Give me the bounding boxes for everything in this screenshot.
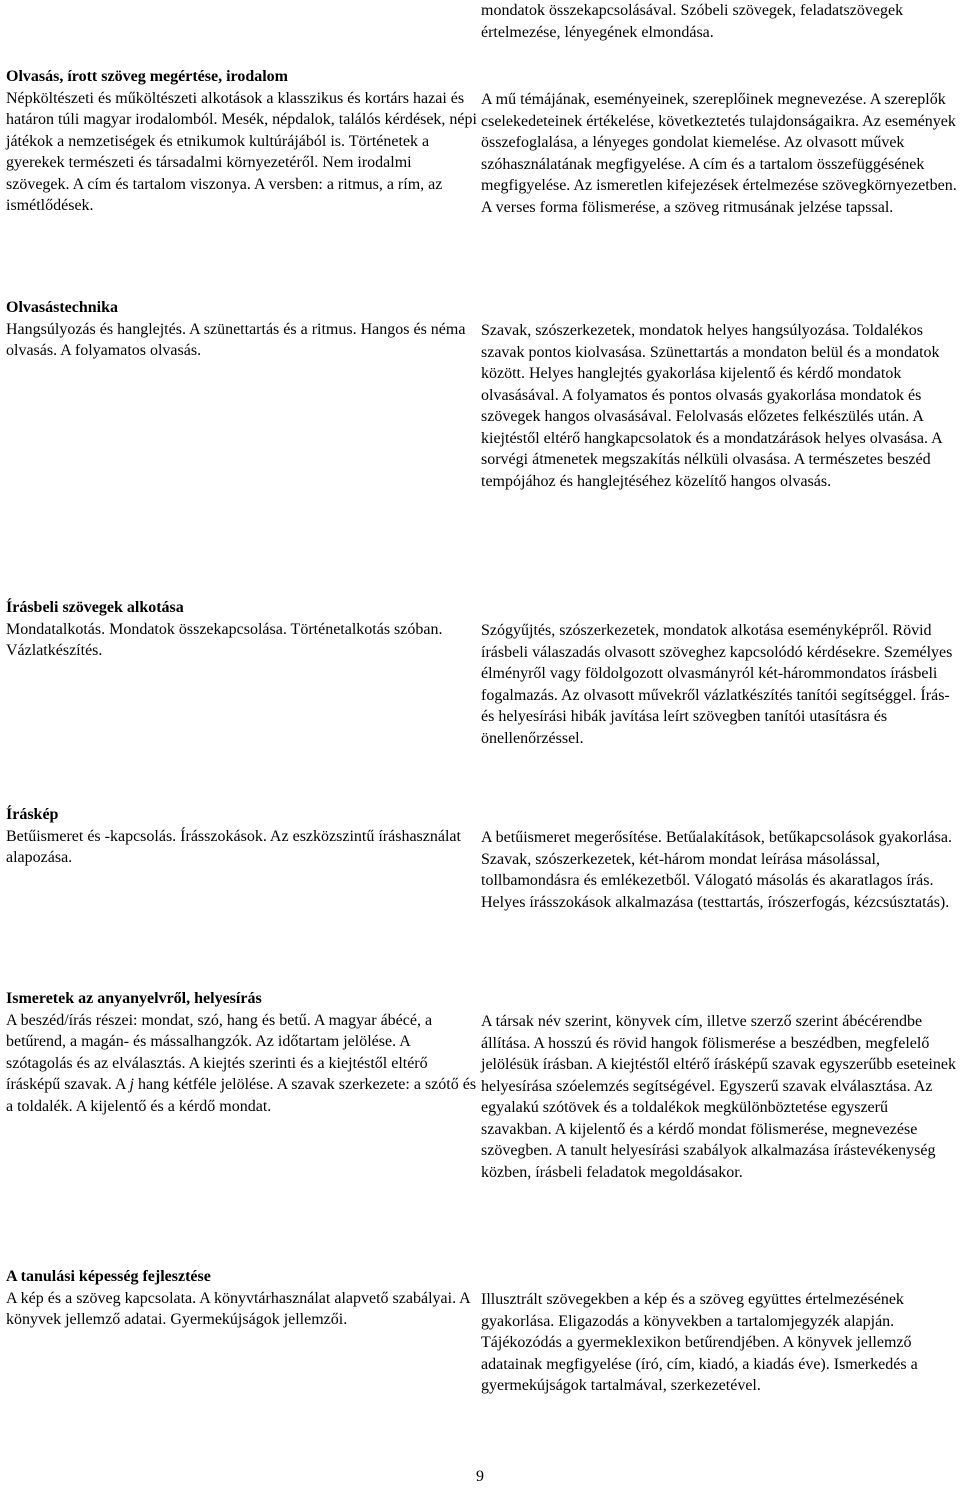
section-language-right [481,1011,957,1183]
section-language-content [6,1010,478,1118]
section-reading-left [6,66,478,217]
section-reading-requirements: A mű témájának, eseményeinek, szereplőinek megnevezése. A szereplők cselekedeteinek értékelése, következtetés tulajdonságaikra. Az események összefoglalása, a lényeges gondolat kiemelése. Az olvasott művek szóhasználatának megfigyelése. A cím és a tartalom összefüggésének megfigyelése. Az ismeretlen kifejezések értelmezése szövegkörnyezetben. A verses forma fölismerése, a szöveg ritmusának jelzése tapssal. [481,91,957,216]
section-title-technique: Olvasástechnika [6,299,119,316]
section-learning-content: A kép és a szöveg kapcsolata. A könyvtárhasználat alapvető szabályai. A könyvek jellemző adatai. Gyermekújságok jellemzői. [6,1289,470,1328]
section-learning-right [481,1289,957,1397]
section-language-content-part2: hang kétféle jelölése. A szavak szerkezete: a szótő és a toldalék. A kijelentő és a kérdő mondat. [6,1076,477,1115]
section-writing-content: Mondatalkotás. Mondatok összekapcsolása. Történetalkotás szóban. Vázlatkészítés. [6,620,443,659]
continuation-text [481,0,957,43]
section-handwriting-right [481,827,957,913]
section-technique-requirements: Szavak, szószerkezetek, mondatok helyes hangsúlyozása. Toldalékos szavak pontos kiolvasása. Szünettartás a mondaton belül és a mondatok között. Helyes hanglejtés gyakorlása kijelentő és kérdő mondatok olvasásával. A folyamatos és pontos olvasás gyakorlása mondatok és szövegek hangos olvasásával. Felolvasás előzetes felkészülés után. A kiejtéstől eltérő hangkapcsolatok és a mondatzárások helyes olvasása. A sorvégi átmenetek megszakítás nélküli olvasása. A természetes beszéd tempójához és hanglejtéséhez közelítő hangos olvasás. [481,322,942,490]
section-technique-left [6,297,478,362]
section-learning-requirements: Illusztrált szövegekben a kép és a szöveg együttes értelmezésének gyakorlása. Eligazodás a könyvekben a tartalomjegyzék alapján. Tájékozódás a gyermeklexikon betűrendjében. A könyvek jellemző adatainak megfigyelése (író, cím, kiadó, a kiadás éve). Ismerkedés a gyermekújságok tartalmával, szerkezetével. [481,1291,918,1394]
section-title-learning: A tanulási képesség fejlesztése [6,1268,211,1285]
section-writing-right [481,620,957,749]
letter-j-italic: j [129,1076,134,1093]
section-reading-right [481,89,957,218]
section-learning-left [6,1266,478,1331]
section-handwriting-requirements: A betűismeret megerősítése. Betűalakítások, betűkapcsolások gyakorlása. Szavak, szószerkezetek, két-három mondat leírása másolással, tollbamondásra és emlékezetből. Válogató másolás és akaratlagos írás. Helyes írásszokások alkalmazása (testtartás, írószerfogás, kézcsúsztatás). [481,829,952,911]
section-language-left [6,988,478,1117]
section-language-content-part1: A beszéd/írás részei: mondat, szó, hang és betű. A magyar ábécé, a betűrend, a magán- és mássalhangzók. Az időtartam jelölése. A szótagolás és az elválasztás. A kiejtés szerinti és a kiejtéstől eltérő írásképű szavak. A [6,1011,433,1093]
section-technique-content: Hangsúlyozás és hanglejtés. A szünettartás és a ritmus. Hangos és néma olvasás. A folyamatos olvasás. [6,320,466,359]
section-technique-right [481,320,957,492]
section-title-language: Ismeretek az anyanyelvről, helyesírás [6,990,262,1007]
section-title-reading: Olvasás, írott szöveg megértése, irodalom [6,68,289,85]
section-writing-requirements: Szógyűjtés, szószerkezetek, mondatok alkotása eseményképről. Rövid írásbeli válaszadás olvasott szöveghez kapcsolódó kérdésekre. Személyes élményről vagy földolgozott olvasmányról két-hárommondatos írásbeli fogalmazás. Az olvasott művekről vázlatkészítés tanítói segítséggel. Írás- és helyesírási hibák javítása leírt szövegben tanítói utasításra és önellenőrzéssel. [481,622,953,747]
section-title-writing: Írásbeli szövegek alkotása [6,599,184,616]
section-handwriting-content: Betűismeret és -kapcsolás. Írásszokások. Az eszközszintű íráshasználat alapozása. [6,827,461,866]
continuation-paragraph: mondatok összekapcsolásával. Szóbeli szövegek, feladatszövegek értelmezése, lényegének elmondása. [481,2,904,41]
section-handwriting-left [6,804,478,869]
page-number: 9 [476,1468,484,1485]
section-writing-left [6,597,478,662]
section-title-handwriting: Íráskép [6,806,59,823]
section-reading-content: Népköltészeti és műköltészeti alkotások a klasszikus és kortárs hazai és határon túli magyar irodalomból. Mesék, népdalok, találós kérdések, népi játékok a nemzetiségek és etnikumok kultúrájából is. Történetek a gyerekek természeti és társadalmi környezetéről. Nem irodalmi szövegek. A cím és tartalom viszonya. A versben: a ritmus, a rím, az ismétlődések. [6,89,477,214]
section-language-requirements: A társak név szerint, könyvek cím, illetve szerző szerint ábécérendbe állítása. A hosszú és rövid hangok fölismerése a beszédben, megfelelő jelölésük írásban. A kiejtéstől eltérő írásképű szavak egyszerűbb eseteinek helyesírása szóelemzés segítségével. Egyszerű szavak elválasztása. Az egyalakú szótövek és a toldalékok megkülönböztetése egyszerű szavakban. A kijelentő és a kérdő mondat fölismerése, megnevezése szövegben. A tanult helyesírási szabályok alkalmazása írástevékenység közben, írásbeli feladatok megoldásakor. [481,1013,956,1181]
